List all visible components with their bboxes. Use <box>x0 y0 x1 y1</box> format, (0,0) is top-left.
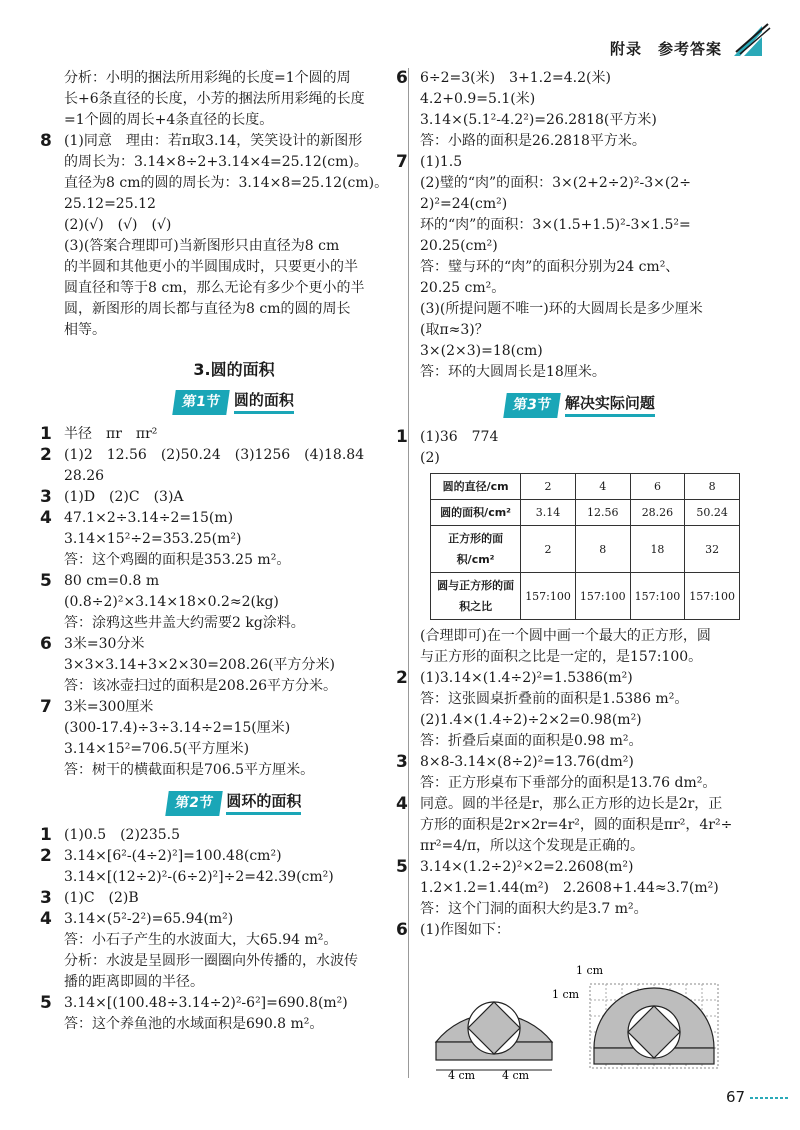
page-header <box>0 0 800 70</box>
page-number: 67 <box>726 1088 746 1106</box>
text-line: 80 cm=0.8 m <box>64 573 160 589</box>
answer-item <box>40 424 404 445</box>
left-column <box>40 68 404 1035</box>
answer-item <box>40 487 404 508</box>
row-header: 圆与正方形的面积之比 <box>431 573 521 620</box>
table-cell: 3.14 <box>521 500 576 526</box>
text-line: (2)璧的“肉”的面积：3×(2+2÷2)²-3×(2÷ <box>420 175 691 191</box>
question-number: 6 <box>396 920 408 940</box>
text-line: 8×8-3.14×(8÷2)²=13.76(dm²) <box>420 754 634 770</box>
answer-item <box>396 794 740 857</box>
table-row <box>431 526 740 573</box>
grid-figure <box>590 984 718 1068</box>
page-number-decoration <box>750 1096 790 1100</box>
row-header: 圆的面积/cm² <box>431 500 521 526</box>
text-line: 答：该冰壶扫过的面积是208.26平方分米。 <box>64 678 337 694</box>
text-line: 3米=30分米 <box>64 636 145 652</box>
question-number: 1 <box>396 427 408 447</box>
text-line: (1)3.14×(1.4÷2)²=1.5386(m²) <box>420 670 633 686</box>
text-line: 相等。 <box>64 322 106 338</box>
answer-item <box>396 920 740 941</box>
text-line: (1)D (2)C (3)A <box>64 489 184 505</box>
table-cell: 157:100 <box>575 573 630 620</box>
text-line: 的半圆和其他更小的半圆围成时，只要更小的半 <box>64 259 358 275</box>
table-cell: 32 <box>685 526 740 573</box>
question-number: 3 <box>40 888 52 908</box>
question-number: 6 <box>40 634 52 654</box>
question-8 <box>40 131 404 341</box>
ratio-table <box>430 473 740 620</box>
table-cell: 157:100 <box>521 573 576 620</box>
answer-item <box>40 888 404 909</box>
text-line: 的周长为：3.14×8÷2+3.14×4=25.12(cm)。 <box>64 154 368 170</box>
question-number: 5 <box>40 571 52 591</box>
question-number: 7 <box>396 152 408 172</box>
table-cell: 4 <box>575 474 630 500</box>
dim-label-left: 4 cm <box>448 1069 476 1082</box>
section-title: 3.圆的面积 <box>193 360 275 379</box>
text-line: 3.14×15²÷2=353.25(m²) <box>64 531 242 547</box>
text-line: 20.25(cm²) <box>420 238 498 254</box>
text-line: 与正方形的面积之比是一定的，是157:100。 <box>420 649 703 665</box>
answer-item <box>40 909 404 993</box>
text-line: 播的距离即圆的半径。 <box>64 974 204 990</box>
text-line: (取π≈3)？ <box>420 322 489 338</box>
question-number: 1 <box>40 825 52 845</box>
table-cell: 18 <box>630 526 685 573</box>
text-line: 3.14×(5.1²-4.2²)=26.2818(平方米) <box>420 112 657 128</box>
subsection-heading-1 <box>64 390 404 414</box>
question-6 <box>396 68 740 152</box>
question-number: 7 <box>40 697 52 717</box>
text-line: (2)(√) (√) (√) <box>64 217 172 233</box>
section-2-answers <box>40 825 404 1035</box>
answer-item <box>40 508 404 571</box>
text-line: 3.14×15²=706.5(平方厘米) <box>64 741 250 757</box>
text-line: 3×3×3.14+3×2×30=208.26(平方分米) <box>64 657 335 673</box>
table-cell: 12.56 <box>575 500 630 526</box>
table-cell: 2 <box>521 526 576 573</box>
answer-item <box>40 993 404 1035</box>
text-line: 圆，新图形的周长都与直径为8 cm的圆的周长 <box>64 301 351 317</box>
question-number: 6 <box>396 68 408 88</box>
text-line: (0.8÷2)²×3.14×18×0.2≈2(kg) <box>64 594 279 610</box>
text-line: 2)²=24(cm²) <box>420 196 508 212</box>
table-cell: 157:100 <box>630 573 685 620</box>
answer-item <box>396 752 740 794</box>
answer-item <box>396 668 740 752</box>
text-line: 3.14×[(100.48÷3.14÷2)²-6²]=690.8(m²) <box>64 995 348 1011</box>
subsection-title: 解决实际问题 <box>565 393 655 417</box>
text-line: 方形的面积是2r×2r=4r²，圆的面积是πr²，4r²÷ <box>420 817 733 833</box>
text-line: 答：小石子产生的水波面大，大65.94 m²。 <box>64 932 338 948</box>
text-line: 28.26 <box>64 468 105 484</box>
text-line: (1)36 774 <box>420 429 499 445</box>
section-badge: 第3节 <box>503 393 560 418</box>
table-cell: 157:100 <box>685 573 740 620</box>
question-number: 2 <box>40 846 52 866</box>
text-line: 1.2×1.2=1.44(m²) 2.2608+1.44≈3.7(m²) <box>420 880 719 896</box>
text-line: 答：小路的面积是26.2818平方米。 <box>420 133 646 149</box>
text-line: 3.14×[(12÷2)²-(6÷2)²]÷2=42.39(cm²) <box>64 869 334 885</box>
answer-item <box>40 634 404 697</box>
text-line: (3)(答案合理即可)当新图形只由直径为8 cm <box>64 238 340 254</box>
question-number: 5 <box>396 857 408 877</box>
ruler-triangle-icon <box>732 22 772 58</box>
table-cell: 2 <box>521 474 576 500</box>
dim-label-right: 4 cm <box>502 1069 530 1082</box>
text-line: (3)(所提问题不唯一)环的大圆周长是多少厘米 <box>420 301 703 317</box>
text-line: (1)作图如下： <box>420 922 510 938</box>
section-3-answers <box>396 668 740 941</box>
question-number: 5 <box>40 993 52 1013</box>
text-line: (2) <box>420 450 440 466</box>
row-header: 圆的直径/cm <box>431 474 521 500</box>
subsection-heading-2 <box>64 791 404 815</box>
subsection-title: 圆环的面积 <box>226 791 301 815</box>
subsection-title: 圆的面积 <box>234 390 294 414</box>
text-line: 20.25 cm²。 <box>420 280 506 296</box>
answer-item <box>396 857 740 920</box>
text-line: (1)C (2)B <box>64 890 139 906</box>
question-number: 1 <box>40 424 52 444</box>
table-row <box>431 500 740 526</box>
text-line: 答：这个鸡圈的面积是353.25 m²。 <box>64 552 291 568</box>
analysis-block <box>64 68 404 131</box>
column-divider <box>408 68 409 1078</box>
text-line: 3.14×[6²-(4÷2)²]=100.48(cm²) <box>64 848 282 864</box>
text-line: 3.14×(5²-2²)=65.94(m²) <box>64 911 234 927</box>
subsection-heading-3 <box>420 393 740 417</box>
text-line: 答：正方形桌布下垂部分的面积是13.76 dm²。 <box>420 775 717 791</box>
table-cell: 6 <box>630 474 685 500</box>
text-line: 答：璧与环的“肉”的面积分别为24 cm²、 <box>420 259 680 275</box>
table-cell: 50.24 <box>685 500 740 526</box>
text-line: 长+6条直径的长度，小芳的捆法所用彩绳的长度 <box>64 91 365 107</box>
answer-item <box>40 846 404 888</box>
text-line: (1)同意 理由：若π取3.14，笑笑设计的新图形 <box>64 133 363 149</box>
right-column <box>396 68 740 941</box>
text-line: 分析：水波是呈圆形一圈圈向外传播的，水波传 <box>64 953 358 969</box>
row-header: 正方形的面积/cm² <box>431 526 521 573</box>
text-line: =1个圆的周长+4条直径的长度。 <box>64 112 274 128</box>
text-line: 半径 πr πr² <box>64 426 158 442</box>
text-line: 同意。圆的半径是r，那么正方形的边长是2r，正 <box>420 796 723 812</box>
text-line: 分析：小明的捆法所用彩绳的长度=1个圆的周 <box>64 70 351 86</box>
arch-door-figure <box>430 962 750 1082</box>
text-line: 3.14×(1.2÷2)²×2=2.2608(m²) <box>420 859 634 875</box>
answer-item <box>40 445 404 487</box>
text-line: 答：这个养鱼池的水域面积是690.8 m²。 <box>64 1016 324 1032</box>
section-badge: 第1节 <box>172 390 229 415</box>
answer-item <box>40 697 404 781</box>
text-line: 直径为8 cm的圆的周长为：3.14×8=25.12(cm)。 <box>64 175 389 191</box>
table-cell: 8 <box>575 526 630 573</box>
question-number: 8 <box>40 131 52 151</box>
text-line: (300-17.4)÷3÷3.14÷2=15(厘米) <box>64 720 291 736</box>
text-line: (合理即可)在一个圆中画一个最大的正方形，圆 <box>420 628 711 644</box>
text-line: 答：环的大圆周长是18厘米。 <box>420 364 606 380</box>
question-number: 4 <box>396 794 408 814</box>
text-line: (1)2 12.56 (2)50.24 (3)1256 (4)18.84 <box>64 447 365 463</box>
table-row <box>431 474 740 500</box>
question-number: 4 <box>40 909 52 929</box>
question-number: 3 <box>396 752 408 772</box>
question-number: 2 <box>396 668 408 688</box>
text-line: 环的“肉”的面积：3×(1.5+1.5)²-3×1.5²= <box>420 217 691 233</box>
text-line: 答：树干的横截面积是706.5平方厘米。 <box>64 762 315 778</box>
text-line: 答：这张圆桌折叠前的面积是1.5386 m²。 <box>420 691 689 707</box>
text-line: 3米=300厘米 <box>64 699 154 715</box>
text-line: 25.12=25.12 <box>64 196 156 212</box>
table-row <box>431 573 740 620</box>
grid-label-top: 1 cm <box>576 964 604 977</box>
s3-question-1 <box>396 427 740 668</box>
text-line: πr²=4/π，所以这个发现是正确的。 <box>420 838 645 854</box>
text-line: 47.1×2÷3.14÷2=15(m) <box>64 510 234 526</box>
text-line: 圆直径和等于8 cm，那么无论有多少个更小的半 <box>64 280 365 296</box>
text-line: 答：涂鸦这些井盖大约需要2 kg涂料。 <box>64 615 305 631</box>
text-line: 答：这个门洞的面积大约是3.7 m²。 <box>420 901 648 917</box>
text-line: (2)1.4×(1.4÷2)÷2×2=0.98(m²) <box>420 712 642 728</box>
table-cell: 8 <box>685 474 740 500</box>
text-line: 6÷2=3(米) 3+1.2=4.2(米) <box>420 70 611 86</box>
question-number: 2 <box>40 445 52 465</box>
answer-item <box>40 571 404 634</box>
answer-item <box>40 825 404 846</box>
text-line: 答：折叠后桌面的面积是0.98 m²。 <box>420 733 643 749</box>
text-line: 3×(2×3)=18(cm) <box>420 343 543 359</box>
section-1-answers <box>40 424 404 781</box>
grid-label-side: 1 cm <box>552 988 580 1001</box>
text-line: 4.2+0.9=5.1(米) <box>420 91 536 107</box>
question-number: 4 <box>40 508 52 528</box>
section-badge: 第2节 <box>165 791 222 816</box>
question-7 <box>396 152 740 383</box>
question-number: 3 <box>40 487 52 507</box>
text-line: (1)1.5 <box>420 154 463 170</box>
header-title: 附录 参考答案 <box>609 40 722 58</box>
text-line: (1)0.5 (2)235.5 <box>64 827 181 843</box>
table-cell: 28.26 <box>630 500 685 526</box>
